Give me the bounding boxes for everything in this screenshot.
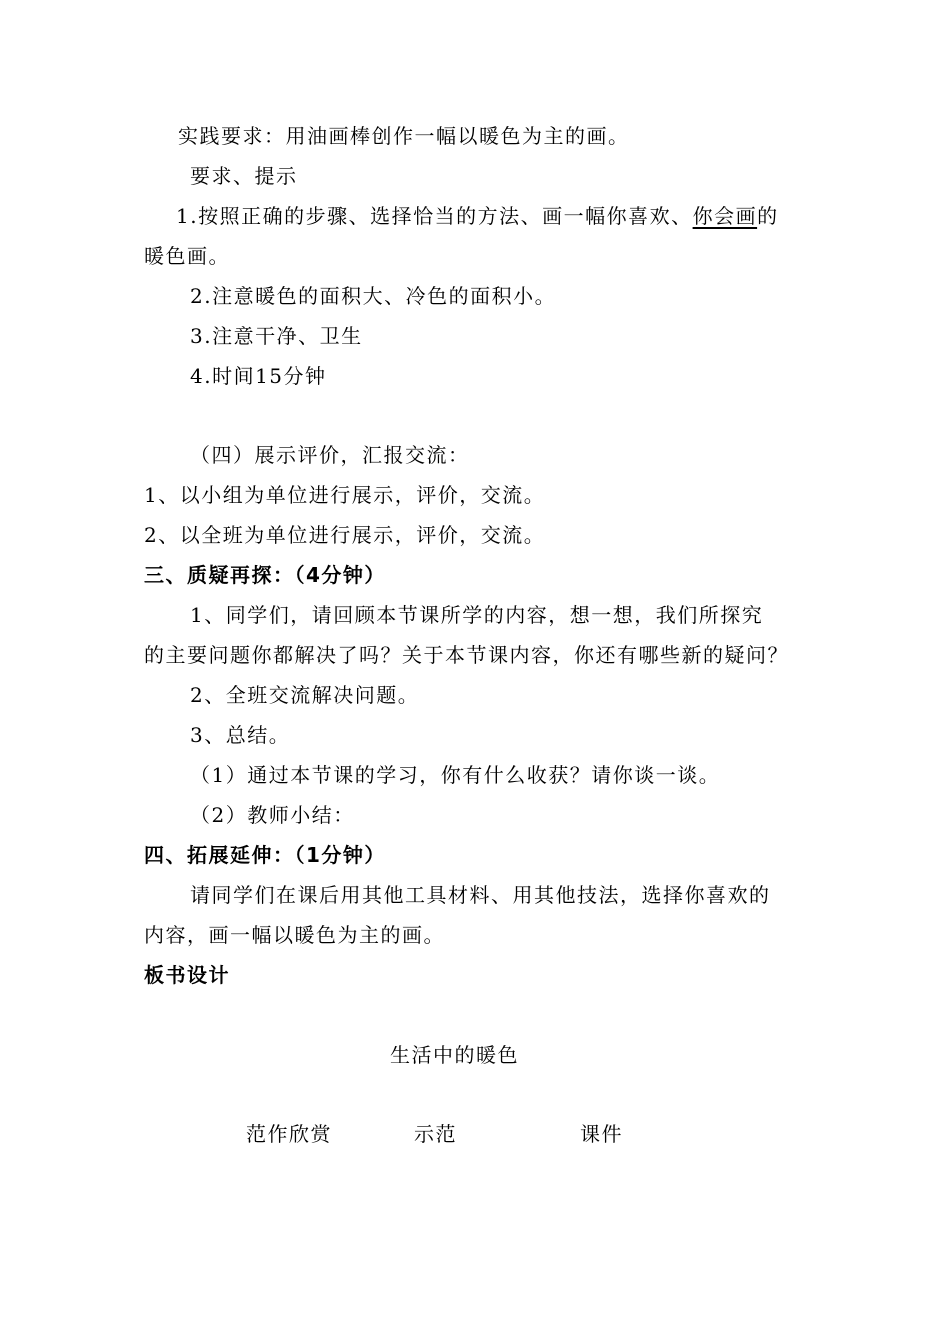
practice-item-1-text: 1.按照正确的步骤、选择恰当的方法、画一幅你喜欢、 <box>176 204 693 228</box>
practice-item-1-continued: 暖色画。 <box>144 244 230 268</box>
practice-item-3: 3.注意干净、卫生 <box>190 324 363 348</box>
practice-item-1 <box>176 202 779 230</box>
show-item-2: 2、以全班为单位进行展示，评价，交流。 <box>144 523 546 547</box>
section3-paragraph-3: 3、总结。 <box>190 723 291 747</box>
section3-paragraph-2: 2、全班交流解决问题。 <box>190 683 420 707</box>
section4-heading: 四、拓展延伸：（1分钟） <box>144 843 386 867</box>
section4-line-2: 内容，画一幅以暖色为主的画。 <box>144 923 445 947</box>
practice-item-1-tail: 的 <box>757 204 779 228</box>
board-column-2: 示范 <box>414 1122 457 1146</box>
show-heading: （四）展示评价，汇报交流： <box>190 443 470 467</box>
section3-paragraph-3-1: （1）通过本节课的学习，你有什么收获？请你谈一谈。 <box>190 763 721 787</box>
practice-item-1-underlined: 你会画 <box>692 204 758 228</box>
section3-heading: 三、质疑再探：（4分钟） <box>144 563 386 587</box>
board-title: 生活中的暖色 <box>390 1043 519 1067</box>
section4-line-1: 请同学们在课后用其他工具材料、用其他技法，选择你喜欢的 <box>190 883 771 907</box>
board-column-3: 课件 <box>580 1122 623 1146</box>
section3-paragraph-1-line-2: 的主要问题你都解决了吗？关于本节课内容，你还有哪些新的疑问？ <box>144 643 789 667</box>
practice-item-4: 4.时间15分钟 <box>190 364 327 388</box>
section3-paragraph-3-2: （2）教师小结： <box>190 803 355 827</box>
practice-subtitle: 要求、提示 <box>190 164 298 188</box>
practice-requirement: 实践要求：用油画棒创作一幅以暖色为主的画。 <box>178 124 630 148</box>
show-item-1: 1、以小组为单位进行展示，评价，交流。 <box>144 483 546 507</box>
practice-item-2: 2.注意暖色的面积大、冷色的面积小。 <box>190 284 557 308</box>
board-heading: 板书设计 <box>144 963 230 987</box>
section3-paragraph-1-line-1: 1、同学们，请回顾本节课所学的内容，想一想，我们所探究 <box>190 603 764 627</box>
board-column-1: 范作欣赏 <box>246 1122 332 1146</box>
